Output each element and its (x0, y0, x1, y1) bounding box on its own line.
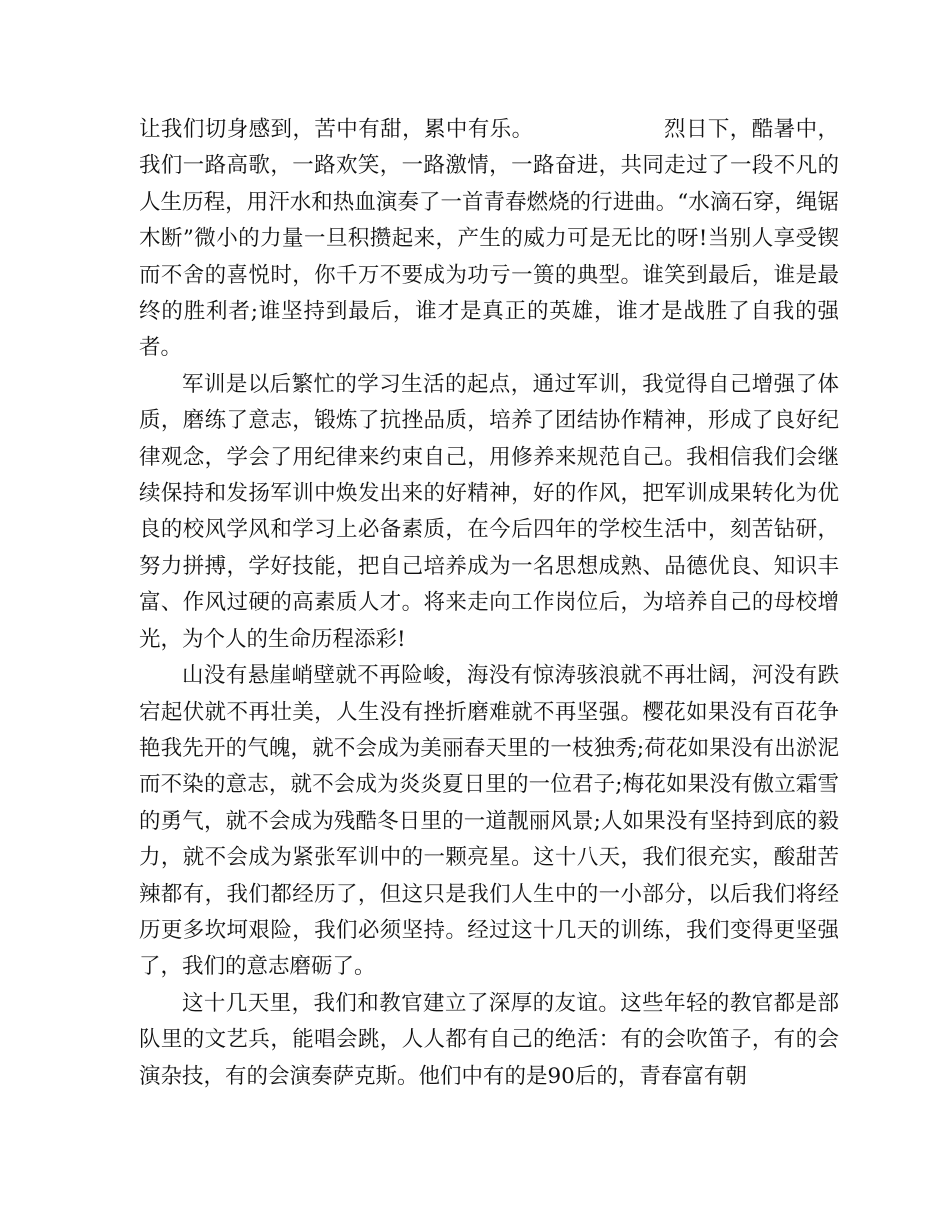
paragraph-3: 山没有悬崖峭壁就不再险峻，海没有惊涛骇浪就不再壮阔，河没有跌宕起伏就不再壮美，人生没有挫折磨难就不再坚强。樱花如果没有百花争艳我先开的气魄，就不会成为美丽春天里的一枝独秀;荷花如果没有出淤泥而不染的意志，就不会成为炎炎夏日里的一位君子;梅花如果没有傲立霜雪的勇气，就不会成为残酷冬日里的一道靓丽风景;人如果没有坚持到底的毅力，就不会成为紧张军训中的一颗亮星。这十八天，我们很充实，酸甜苦辣都有，我们都经历了，但这只是我们人生中的一小部分，以后我们将经历更多坎坷艰险，我们必须坚持。经过这十几天的训练，我们变得更坚强了，我们的意志磨砺了。 (139, 663, 839, 980)
paragraph-1-lead: 让我们切身感到，苦中有甜，累中有乐。 (139, 117, 534, 142)
paragraph-4: 这十几天里，我们和教官建立了深厚的友谊。这些年轻的教官都是部队里的文艺兵，能唱会跳，人人都有自己的绝活：有的会吹笛子，有的会演杂技，有的会演奏萨克斯。他们中有的是90后的，青春富有朝 (139, 990, 839, 1089)
paragraph-1 (139, 112, 839, 367)
document-body (139, 112, 839, 1095)
paragraph-2: 军训是以后繁忙的学习生活的起点，通过军训，我觉得自己增强了体质，磨练了意志，锻炼了抗挫品质，培养了团结协作精神，形成了良好纪律观念，学会了用纪律来约束自己，用修养来规范自己。我相信我们会继续保持和发扬军训中焕发出来的好精神，好的作风，把军训成果转化为优良的校风学风和学习上必备素质，在今后四年的学校生活中，刻苦钻研，努力拼搏，学好技能，把自己培养成为一名思想成熟、品德优良、知识丰富、作风过硬的高素质人才。将来走向工作岗位后，为培养自己的母校增光，为个人的生命历程添彩! (139, 371, 839, 652)
paragraph-1-text: 烈日下，酷暑中，我们一路高歌，一路欢笑，一路激情，一路奋进，共同走过了一段不凡的人生历程，用汗水和热血演奏了一首青春燃烧的行进曲。“水滴石穿，绳锯木断”微小的力量一旦积攒起来，产生的威力可是无比的呀!当别人享受锲而不舍的喜悦时，你千万不要成为功亏一篑的典型。谁笑到最后，谁是最终的胜利者;谁坚持到最后，谁才是真正的英雄，谁才是战胜了自我的强者。 (139, 117, 839, 361)
